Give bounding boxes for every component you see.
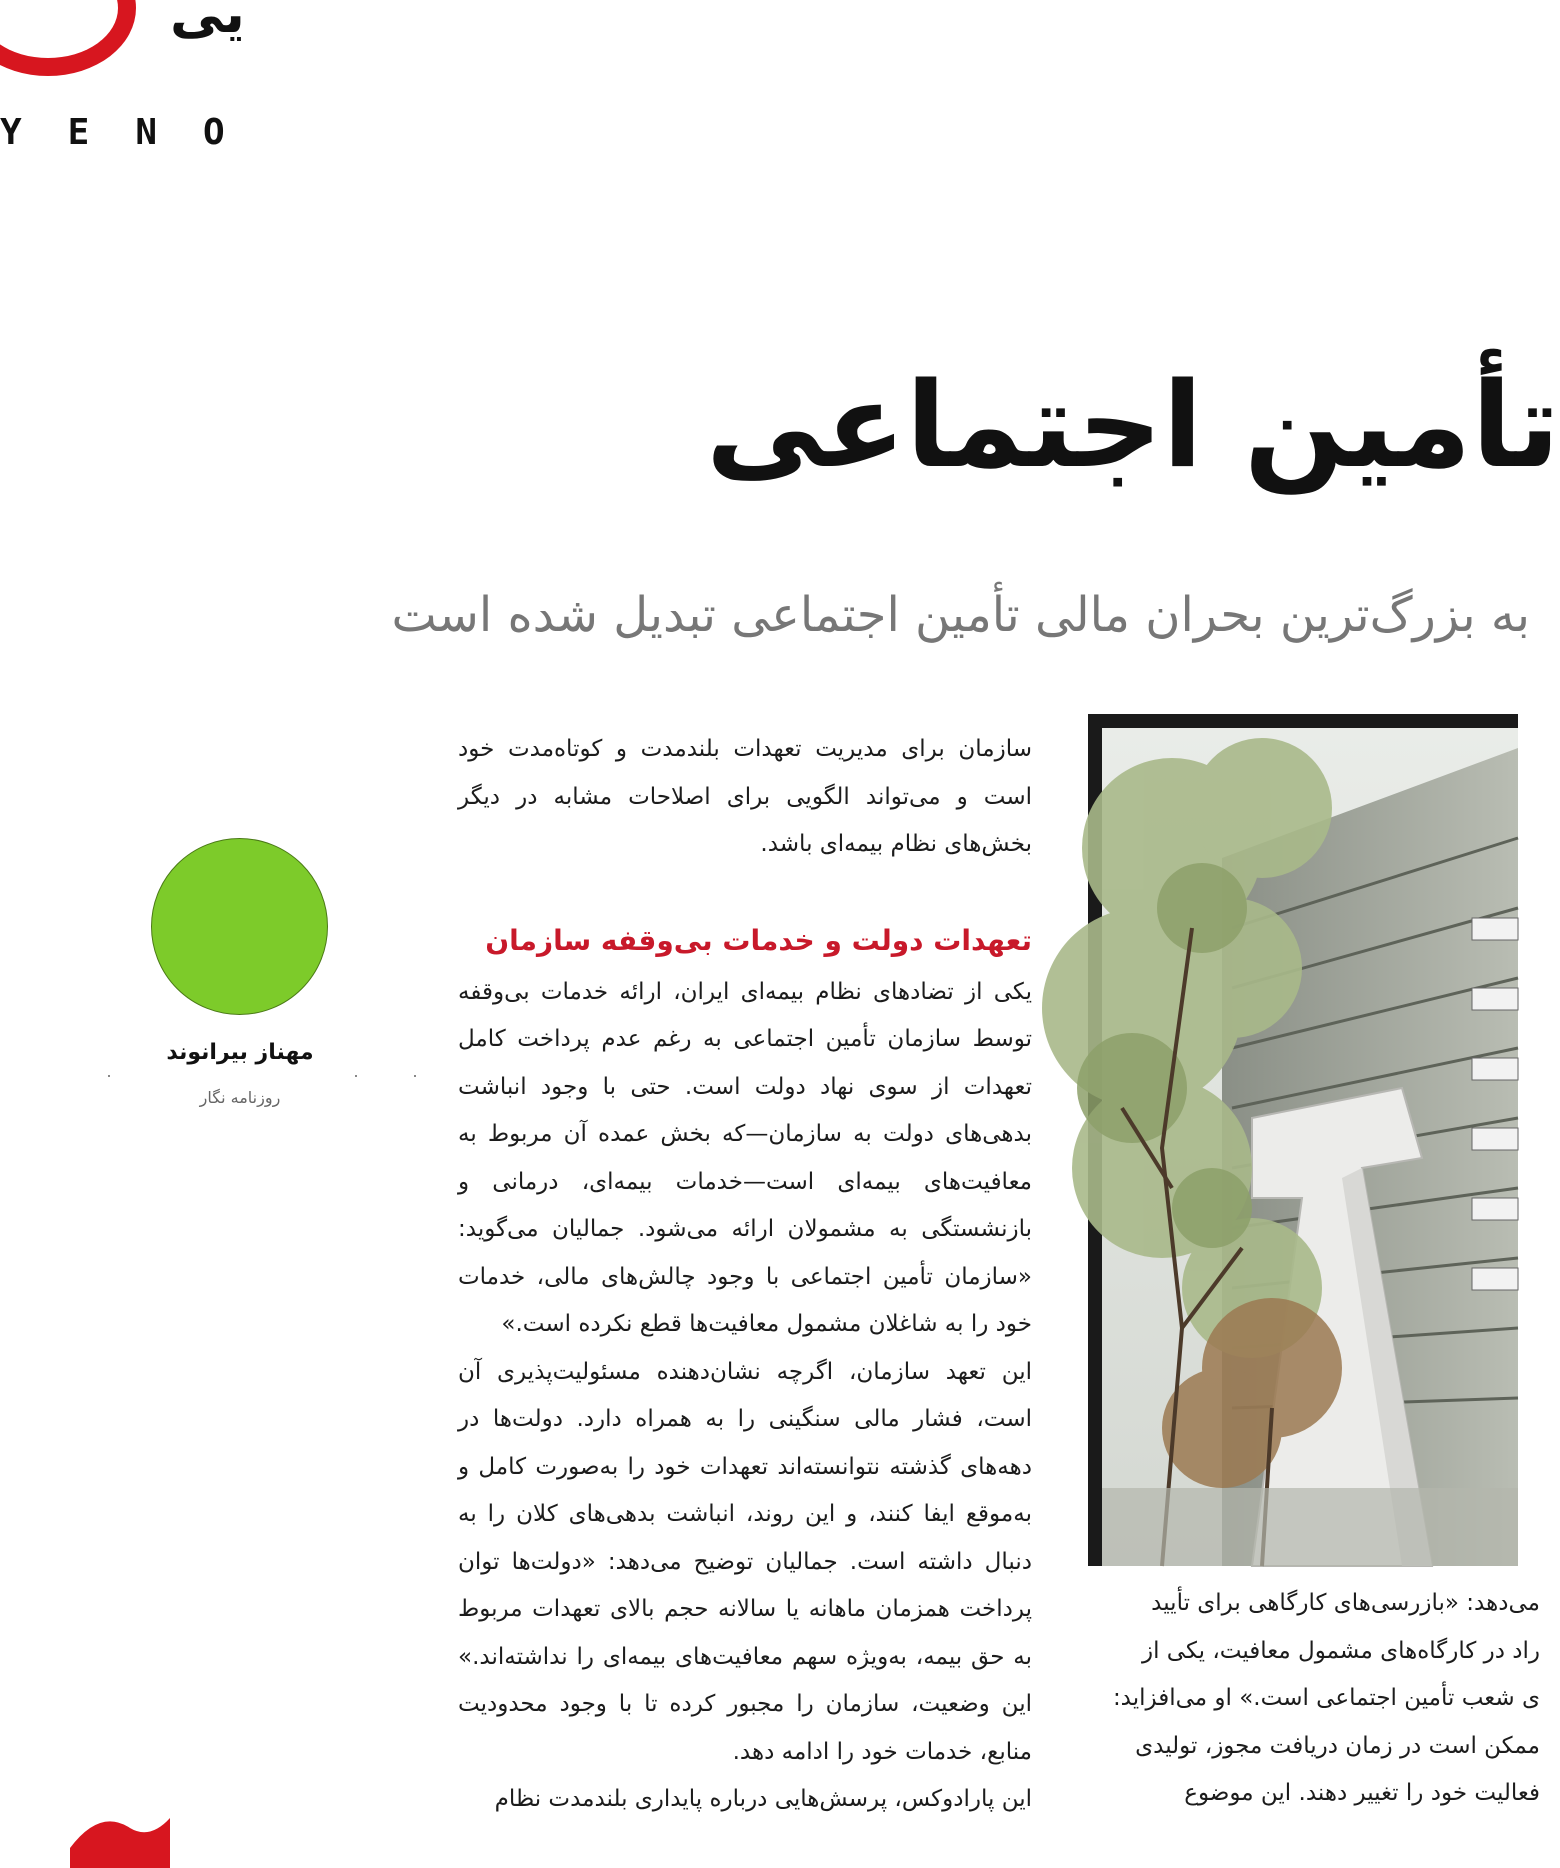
article-headline: تأمین اجتماعی [705,356,1560,494]
article-subheadline: به بزرگ‌ترین بحران مالی تأمین اجتماعی تبدیل شده است [391,587,1530,643]
right-column-line: می‌دهد: «بازرسی‌های کارگاهی برای تأیید [1151,1590,1540,1616]
author-role: روزنامه نگار [199,1088,281,1107]
right-column-line: فعالیت خود را تغییر دهند. این موضوع [1184,1780,1540,1806]
author-name: مهناز بیرانوند [166,1040,314,1065]
section-heading: تعهدات دولت و خدمات بی‌وقفه سازمان [485,923,1032,957]
divider-dot [108,1075,110,1077]
brand-name-fragment: یی [170,0,245,45]
right-column-line: ممکن است در زمان دریافت مجوز، تولیدی [1135,1732,1540,1759]
body-paragraph: این پارادوکس، پرسش‌هایی درباره پایداری بلندمدت نظام [494,1786,1032,1812]
right-column-line: ی شعب تأمین اجتماعی است.» او می‌افزاید: [1112,1685,1540,1711]
divider-dot [414,1075,416,1077]
brand-logo-mark [0,0,136,76]
author-avatar [151,838,328,1015]
article-photo [1088,714,1518,1566]
body-paragraph: یکی از تضادهای نظام بیمه‌ای ایران، ارائه خدمات بی‌وقفه توسط سازمان تأمین اجتماعی به رغم عدم پرداخت کامل تعهدات از سوی نهاد دولت است. حتی با وجود انباشت بدهی‌های دولت به سازمان—که بخش عمده آن مربوط به معافیت‌های بیمه‌ای است—خدمات بیمه‌ای، درمانی و بازنشستگی به مشمولان ارائه می‌شود. جمالیان می‌گوید: «سازمان تأمین اجتماعی با وجود چالش‌های مالی، خدمات خود را به شاغلان مشمول معافیت‌ها قطع نکرده است.» [458,978,1032,1337]
divider-dot [355,1075,357,1077]
building-photo-illustration [1102,728,1518,1566]
right-column-line: راد در کارگاه‌های مشمول معافیت، یکی از [1141,1637,1540,1664]
corner-decoration [70,1808,170,1868]
body-paragraph: این تعهد سازمان، اگرچه نشان‌دهنده مسئولیت‌پذیری آن است، فشار مالی سنگینی را به همراه دارد. دولت‌ها در دهه‌های گذشته نتوانسته‌اند تعهدات خود را به‌صورت کامل و به‌موقع ایفا کنند، و این روند، انباشت بدهی‌های کلان را به دنبال داشته است. جمالیان توضیح می‌دهد: «دولت‌ها توان پرداخت همزمان ماهانه یا سالانه حجم بالای تعهدات مربوط به حق بیمه، به‌ویژه سهم معافیت‌های بیمه‌ای را نداشته‌اند.» این وضعیت، سازمان را مجبور کرده تا با وجود محدودیت منابع، خدمات خود را ادامه دهد. [458,1358,1032,1765]
right-column-text [1090,1580,1540,1818]
intro-paragraph: سازمان برای مدیریت تعهدات بلندمدت و کوتاه‌مدت خود است و می‌تواند الگویی برای اصلاحات مشابه در دیگر بخش‌های نظام بیمه‌ای باشد. [458,736,1032,857]
article-body-column [458,726,1032,1824]
brand-latin-wordmark: YENO [0,112,271,153]
